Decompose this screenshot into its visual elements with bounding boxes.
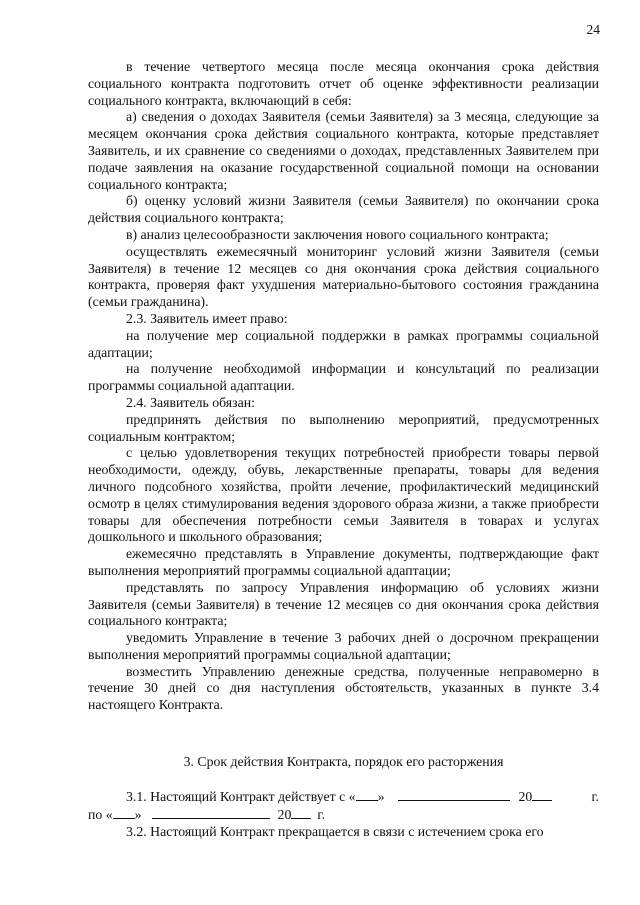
- clause-3-1-line-2: [88, 806, 599, 824]
- paragraph: б) оценку условий жизни Заявителя (семьи Заявителя) по окончании срока действия социального контракта;: [88, 193, 599, 226]
- end-day-blank-field[interactable]: [113, 806, 135, 819]
- paragraph: в течение четвертого месяца после месяца окончания срока действия социального контракта подготовить отчет об оценке эффективности реализации социального контракта, включающий в себя:: [88, 59, 599, 108]
- end-year-blank-field[interactable]: [291, 806, 311, 819]
- end-year-suffix: г.: [317, 806, 325, 822]
- paragraph: представлять по запросу Управления информацию об условиях жизни Заявителя (семьи Заявителя) в течение 12 месяцев со дня окончания срока действия социального контракта;: [88, 579, 599, 629]
- clause-heading: 2.3. Заявитель имеет право:: [126, 310, 288, 326]
- paragraph: в) анализ целесообразности заключения нового социального контракта;: [126, 226, 549, 242]
- clause-3-1-text: 3.1. Настоящий Контракт действует с «: [126, 789, 356, 804]
- paragraph: на получение необходимой информации и консультаций по реализации программы социальной адаптации.: [88, 361, 599, 394]
- year-prefix: 20: [518, 789, 533, 804]
- section-heading: 3. Срок действия Контракта, порядок его расторжения: [183, 754, 504, 769]
- section-3-body: [88, 788, 599, 840]
- month-blank-field[interactable]: [398, 788, 510, 801]
- document-body: [88, 59, 599, 714]
- year-blank-field[interactable]: [532, 788, 552, 801]
- paragraph: на получение мер социальной поддержки в рамках программы социальной адаптации;: [88, 327, 599, 360]
- year-suffix: г.: [591, 789, 599, 804]
- paragraph: уведомить Управление в течение 3 рабочих дней о досрочном прекращении выполнения мероприятий программы социальной адаптации;: [88, 630, 599, 662]
- end-month-blank-field[interactable]: [152, 806, 270, 819]
- clause-3-1-line-1: [88, 788, 599, 806]
- day-blank-field[interactable]: [356, 788, 378, 801]
- clause-3-2: 3.2. Настоящий Контракт прекращается в связи с истечением срока его: [126, 823, 544, 839]
- page-number: 24: [586, 22, 600, 37]
- clause-heading: 2.4. Заявитель обязан:: [126, 394, 255, 410]
- paragraph: возместить Управлению денежные средства, полученные неправомерно в течение 30 дней со дня наступления обстоятельств, указанных в пункте 3.4 настоящего Контракта.: [88, 663, 599, 713]
- end-year-prefix: 20: [277, 806, 292, 822]
- paragraph: осуществлять ежемесячный мониторинг условий жизни Заявителя (семьи Заявителя) в течение 12 месяцев со дня окончания срока действия социального контракта, проверяя факт ухудшения материально-бытового состояния гражданина (семьи гражданина).: [88, 243, 599, 310]
- to-prefix: по «: [88, 806, 113, 822]
- paragraph: предпринять действия по выполнению мероприятий, предусмотренных социальным контрактом;: [88, 411, 599, 444]
- to-quote-close: »: [134, 806, 142, 822]
- quote-close: »: [377, 789, 385, 804]
- paragraph: с целью удовлетворения текущих потребностей приобрести товары первой необходимости, одежду, обувь, лекарственные препараты, товары для ведения личного подсобного хозяйства, пройти лечение, профилактический медицинский осмотр в целях стимулирования ведения здорового образа жизни, а также приобрести товары для обеспечения потребности семьи Заявителя в товарах и услугах дошкольного и школьного образования;: [88, 445, 599, 545]
- paragraph: ежемесячно представлять в Управление документы, подтверждающие факт выполнения мероприятий программы социальной адаптации;: [88, 546, 599, 578]
- paragraph: а) сведения о доходах Заявителя (семьи Заявителя) за 3 месяца, следующие за месяцем окончания срока действия социального контракта, которые представляет Заявитель, и их сравнение со сведениями о доходах, представленных Заявителем при подаче заявления на оказание государственной социальной помощи на основании социального контракта;: [88, 109, 599, 192]
